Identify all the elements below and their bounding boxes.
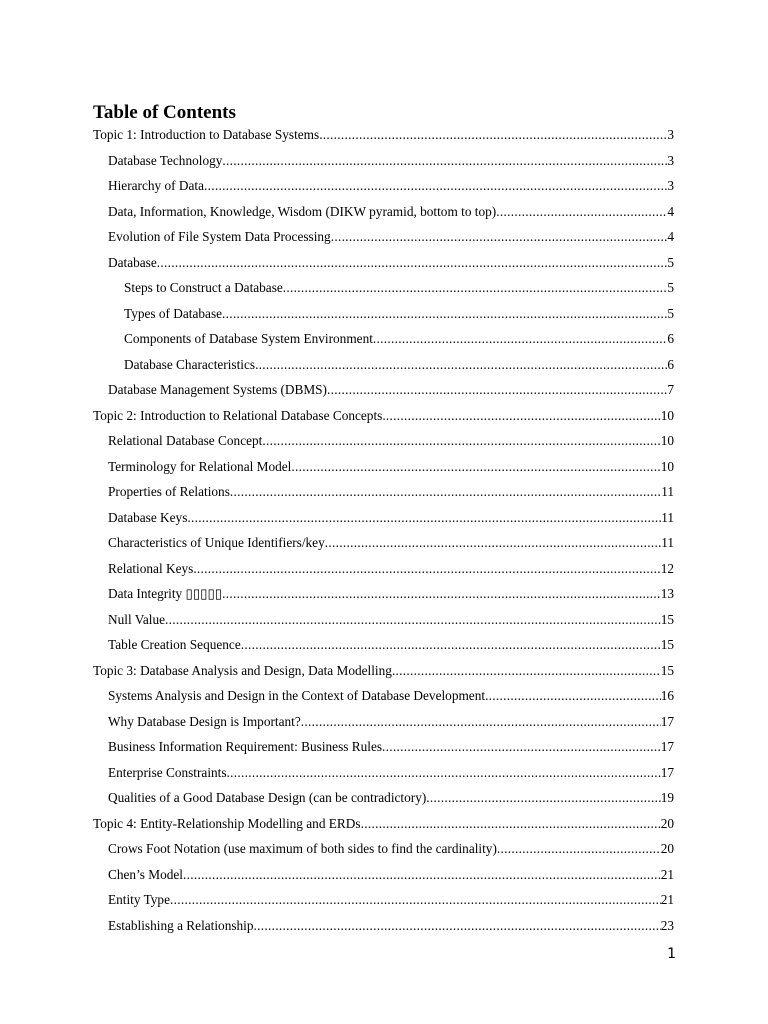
toc-dot-leader [165,610,661,630]
toc-entry-page-number: 23 [660,917,674,933]
toc-dot-leader [227,763,661,783]
toc-entry-page-number: 11 [661,535,674,550]
toc-entry-page-number: 10 [660,407,674,423]
toc-dot-leader [193,559,660,579]
toc-entry-page-number: 6 [667,331,674,346]
toc-dot-leader [157,253,668,273]
toc-dot-leader [497,839,661,859]
toc-entry[interactable] [124,278,674,298]
toc-entry-page-number: 20 [660,815,674,831]
toc-dot-leader [301,712,661,732]
toc-entry-page-number: 3 [667,127,674,142]
toc-entry-page-number: 3 [667,152,674,168]
toc-title: Table of Contents [93,102,236,123]
page-number: 1 [667,946,676,962]
toc-entry-title: Evolution of File System Data Processing [108,229,331,244]
toc-entry-page-number: 3 [667,178,674,193]
toc-entry[interactable] [108,151,674,171]
toc-dot-leader [382,406,660,426]
toc-entry-page-number: 5 [667,254,674,270]
toc-entry-title: Topic 4: Entity-Relationship Modelling and ERDs [93,815,361,831]
toc-dot-leader [183,865,661,885]
toc-entry-title: Data Integrity ▯▯▯▯▯ [108,586,223,601]
toc-entry[interactable] [108,916,674,936]
toc-entry[interactable] [124,355,674,375]
toc-dot-leader [331,227,668,247]
toc-entry-title: Steps to Construct a Database [124,280,283,295]
toc-entry-page-number: 17 [660,713,674,729]
toc-entry-title: Systems Analysis and Design in the Context of Database Development [108,688,486,703]
toc-entry-page-number: 12 [660,560,674,576]
toc-entry-title: Topic 1: Introduction to Database Systems [93,127,320,142]
toc-dot-leader [262,431,660,451]
toc-entry[interactable] [108,227,674,247]
toc-entry-title: Entity Type [108,892,170,907]
toc-entry-title: Topic 2: Introduction to Relational Database Concepts [93,407,383,423]
toc-dot-leader [204,176,667,196]
toc-entry[interactable] [108,431,674,451]
toc-entry[interactable] [108,253,674,273]
toc-entry[interactable] [93,406,674,426]
toc-entry-title: Establishing a Relationship [108,917,254,933]
toc-dot-leader [230,482,661,502]
toc-entry-title: Relational Keys [108,560,194,576]
toc-dot-leader [325,533,661,553]
toc-dot-leader [361,814,661,834]
toc-entry-title: Null Value [108,611,165,627]
toc-entry-page-number: 6 [667,356,674,372]
toc-entry-page-number: 10 [660,458,674,474]
toc-dot-leader [382,737,661,757]
toc-entry-title: Business Information Requirement: Business Rules [108,739,383,754]
toc-entry-page-number: 19 [660,790,674,805]
toc-entry-page-number: 16 [660,688,674,703]
toc-dot-leader [222,304,667,324]
toc-entry[interactable] [108,839,674,859]
toc-dot-leader [496,202,667,222]
toc-entry[interactable] [93,125,674,145]
toc-entry-page-number: 5 [667,280,674,295]
toc-entry-page-number: 21 [660,892,674,907]
toc-dot-leader [170,890,661,910]
toc-entry-page-number: 11 [661,484,674,499]
toc-entry-page-number: 13 [660,586,674,601]
toc-dot-leader [319,125,667,145]
toc-dot-leader [254,916,661,936]
toc-entry[interactable] [108,712,674,732]
toc-entry-title: Characteristics of Unique Identifiers/key [108,535,325,550]
toc-dot-leader [291,457,660,477]
toc-entry-page-number: 15 [660,611,674,627]
toc-entry[interactable] [108,202,674,222]
toc-entry-title: Data, Information, Knowledge, Wisdom (DIKW pyramid, bottom to top) [108,203,497,219]
toc-entry[interactable] [108,635,674,655]
toc-dot-leader [485,686,661,706]
toc-dot-leader [222,584,661,604]
toc-entry-page-number: 17 [660,764,674,780]
toc-entry-page-number: 21 [660,866,674,882]
toc-entry-page-number: 11 [661,509,674,525]
toc-entry-page-number: 15 [660,662,674,678]
toc-dot-leader [241,635,661,655]
toc-entry-title: Qualities of a Good Database Design (can be contradictory) [108,790,427,805]
toc-entry-title: Database Characteristics [124,356,256,372]
toc-entry-title: Chen’s Model [108,866,183,882]
toc-entry[interactable] [108,788,674,808]
toc-entry-page-number: 4 [667,203,674,219]
toc-entry-page-number: 7 [667,382,674,397]
toc-entry-title: Why Database Design is Important? [108,713,301,729]
toc-dot-leader [327,380,667,400]
toc-entry-title: Components of Database System Environment [124,331,373,346]
toc-entry-title: Database Technology [108,152,223,168]
toc-dot-leader [283,278,668,298]
toc-entry[interactable] [108,457,674,477]
toc-entry[interactable] [124,329,674,349]
toc-entry-page-number: 20 [660,841,674,856]
toc-entry[interactable] [108,890,674,910]
toc-entry-title: Properties of Relations [108,484,230,499]
toc-entry-title: Terminology for Relational Model [108,458,292,474]
toc-entry[interactable] [108,176,674,196]
toc-entry-title: Database Management Systems (DBMS) [108,382,327,397]
toc-dot-leader [426,788,660,808]
toc-entry-title: Types of Database [124,305,223,321]
toc-dot-leader [392,661,661,681]
toc-dot-leader [187,508,661,528]
toc-entry-title: Topic 3: Database Analysis and Design, Data Modelling [93,662,392,678]
toc-entry-title: Database Keys [108,509,188,525]
toc-entry[interactable] [93,814,674,834]
toc-entry-title: Crows Foot Notation (use maximum of both sides to find the cardinality) [108,841,497,856]
toc-dot-leader [222,151,667,171]
toc-entry[interactable] [108,482,674,502]
toc-dot-leader [373,329,667,349]
toc-entry-title: Database [108,254,157,270]
toc-entry-page-number: 17 [660,739,674,754]
toc-entry[interactable] [108,865,674,885]
toc-entry[interactable] [93,661,674,681]
toc-entry-page-number: 4 [667,229,674,244]
toc-entry[interactable] [108,610,674,630]
toc-entry-page-number: 10 [660,433,674,448]
toc-entry-title: Relational Database Concept [108,433,263,448]
toc-dot-leader [255,355,667,375]
toc-entry-page-number: 5 [667,305,674,321]
toc-entry[interactable] [108,508,674,528]
toc-entry-title: Table Creation Sequence [108,637,241,652]
toc-entry-page-number: 15 [660,637,674,652]
toc-entry[interactable] [108,737,674,757]
toc-entry-title: Hierarchy of Data [108,178,204,193]
toc-entry[interactable] [108,533,674,553]
toc-entry[interactable] [108,559,674,579]
toc-entry-title: Enterprise Constraints [108,764,227,780]
toc-entry[interactable] [108,584,674,604]
toc-entry[interactable] [108,763,674,783]
toc-entry[interactable] [108,686,674,706]
toc-entry[interactable] [124,304,674,324]
toc-entry[interactable] [108,380,674,400]
